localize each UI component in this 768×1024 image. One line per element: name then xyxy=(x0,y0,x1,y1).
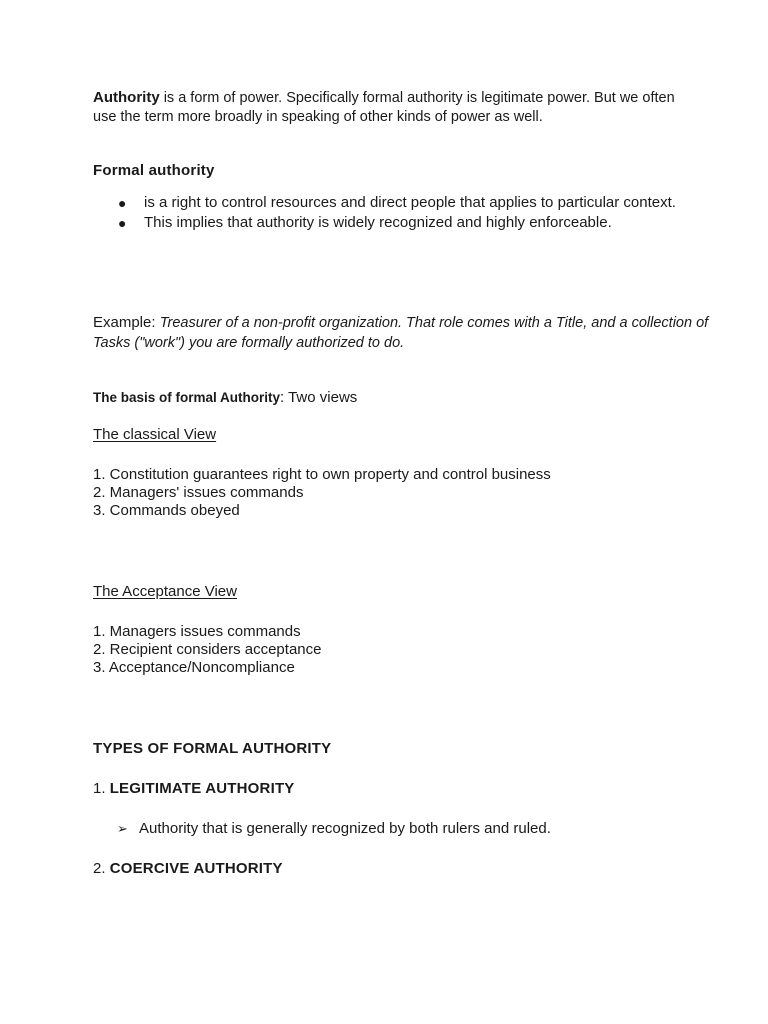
list-item: 3. Acceptance/Noncompliance xyxy=(93,659,295,676)
basis-lead: The basis of formal Authority xyxy=(93,390,281,405)
types-heading: TYPES OF FORMAL AUTHORITY xyxy=(93,740,332,757)
formal-authority-heading: Formal authority xyxy=(93,162,215,179)
intro-lead: Authority xyxy=(93,89,160,106)
list-item: 2. Recipient considers acceptance xyxy=(93,641,322,658)
legitimate-authority-heading xyxy=(93,780,295,797)
bullet-dot-icon: ● xyxy=(118,215,127,231)
example-text: Treasurer of a non-profit organization. That role comes with a Title, and a collection of Tasks ("work") you are formally authorized to do. xyxy=(93,315,709,351)
arrow-bullet-icon: ➢ xyxy=(117,821,128,836)
coercive-title: COERCIVE AUTHORITY xyxy=(109,860,283,877)
acceptance-view-title: The Acceptance View xyxy=(93,583,237,600)
list-item: 2. Managers' issues commands xyxy=(93,484,304,501)
list-item xyxy=(118,193,698,213)
formal-authority-bullets xyxy=(118,193,698,233)
point-text: Authority that is generally recognized by both rulers and ruled. xyxy=(139,820,551,837)
basis-rest: : Two views xyxy=(280,389,358,406)
legitimate-authority-point xyxy=(117,820,551,837)
bullet-text: This implies that authority is widely recognized and highly enforceable. xyxy=(144,214,612,231)
bullet-dot-icon: ● xyxy=(118,195,127,211)
legitimate-number: 1. xyxy=(93,780,110,797)
example-paragraph xyxy=(93,313,713,353)
basis-heading xyxy=(93,389,357,406)
acceptance-view-list xyxy=(93,623,321,677)
list-item xyxy=(118,213,698,233)
list-item: 3. Commands obeyed xyxy=(93,502,240,519)
list-item: 1. Constitution guarantees right to own property and control business xyxy=(93,466,551,483)
coercive-number: 2. xyxy=(93,860,110,877)
intro-text: is a form of power. Specifically formal authority is legitimate power. But we often use the term more broadly in speaking of other kinds of power as well. xyxy=(93,90,675,125)
list-item: 1. Managers issues commands xyxy=(93,623,301,640)
classical-view-list xyxy=(93,466,551,520)
legitimate-title: LEGITIMATE AUTHORITY xyxy=(109,780,295,797)
coercive-authority-heading xyxy=(93,860,283,877)
bullet-text: is a right to control resources and direct people that applies to particular context. xyxy=(144,194,676,211)
classical-view-title: The classical View xyxy=(93,426,217,443)
intro-paragraph xyxy=(93,88,693,127)
example-label: Example: xyxy=(93,314,160,331)
